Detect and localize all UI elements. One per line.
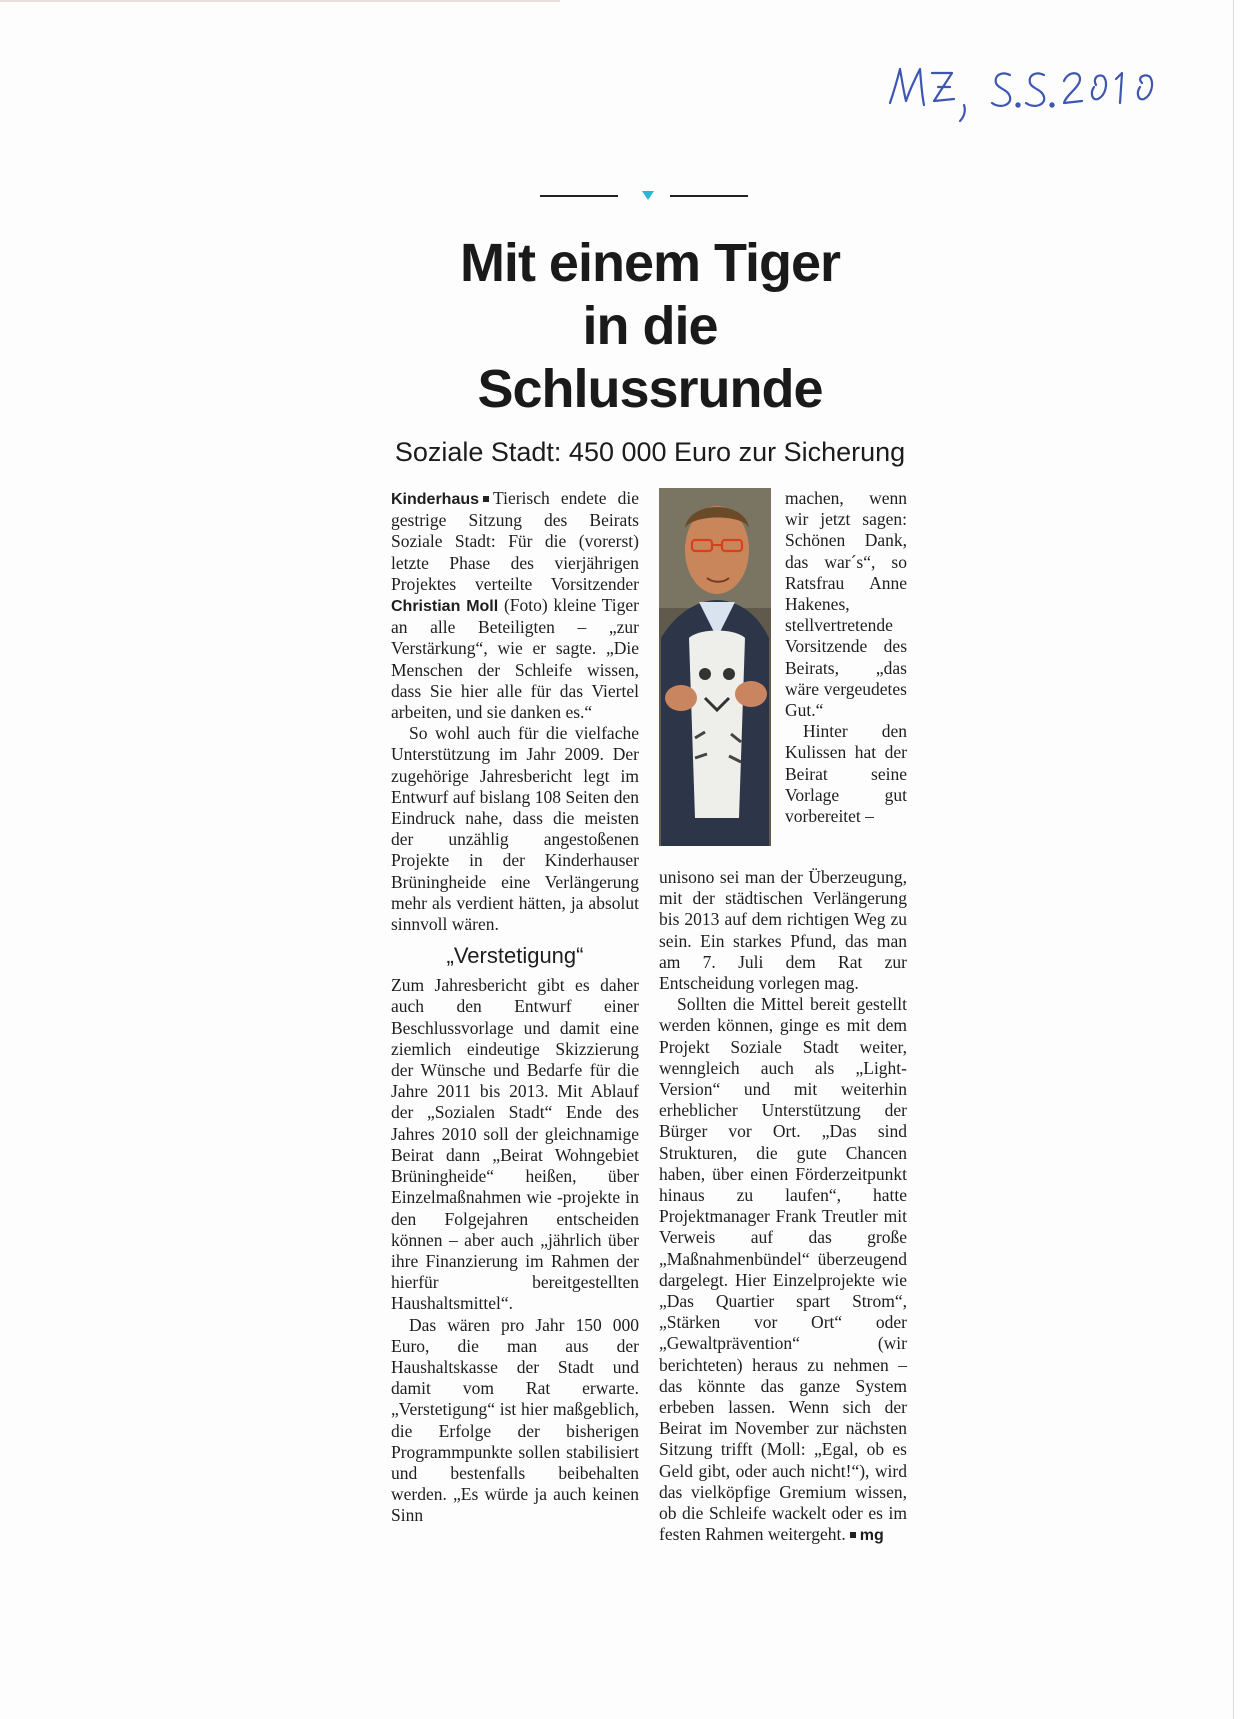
headline-line: Mit einem Tiger xyxy=(459,233,841,293)
article-column-left xyxy=(391,488,639,1527)
article-subheading: „Verstetigung“ xyxy=(446,943,584,969)
paragraph-text: Tierisch endete die gestrige Sitzung des Beirats Soziale Stadt: Für die (vorerst) letzte Phase des vierjährigen Projektes verteilte Vorsitzender xyxy=(391,488,639,594)
article-paragraph: unisono sei man der Überzeugung, mit der städtischen Verlängerung bis 2013 auf dem richtigen Weg zu sein. Ein starkes Pfund, das man am 7. Juli dem Rat zur Entscheidung vorlegen mag. xyxy=(659,867,907,994)
diamond-icon xyxy=(642,189,654,201)
bullet-square-icon xyxy=(850,1532,856,1538)
article-paragraph: Das wären pro Jahr 150 000 Euro, die man aus der Haushaltskasse der Stadt und damit vom Rat erwarte. „Verstetigung“ ist hier maßgeblich, die Erfolge der bisherigen Programmpunkte sollen stabilisiert und bestenfalls beibehalten werden. „Es würde ja auch keinen Sinn xyxy=(391,1314,639,1526)
headline-line: Schlussrunde xyxy=(477,359,823,419)
article-headline xyxy=(360,232,940,421)
handwritten-date-note xyxy=(880,55,1180,125)
person-name: Christian Moll xyxy=(391,598,499,616)
article-paragraph: machen, wenn wir jetzt sagen: Schönen Dank, das war´s“, so Ratsfrau Anne Hakenes, stellvertretende Vorsitzende des Beirats, „das wäre vergeudetes Gut.“ xyxy=(785,488,907,721)
article-paragraph: So wohl auch für die vielfache Unterstützung im Jahr 2009. Der zugehörige Jahresbericht legt im Entwurf auf bislang 108 Seiten den Eindruck nahe, dass die meisten der unzählig angestoßenen Projekte in der Kinderhauser Brüningheide eine Verlängerung mehr als verdient hätten, ja absolut sinnvoll wären. xyxy=(391,723,639,935)
author-initials: mg xyxy=(859,1527,884,1545)
article-paragraph: Zum Jahresbericht gibt es daher auch den Entwurf einer Beschlussvorlage und damit eine ziemlich eindeutige Skizzierung der Wünsche und Bedarfe für die Jahre 2011 bis 2013. Mit Ablauf der „Sozialen Stadt“ Ende des Jahres 2010 soll der gleichnamige Beirat dann „Beirat Wohngebiet Brüningheide“ heißen, über Einzelmaßnahmen wie -projekte in den Folgejahren entscheiden können – aber auch „jährlich über ihre Finanzierung im Rahmen der hierfür bereitgestellten Haushaltsmittel“. xyxy=(391,975,639,1314)
scan-edge xyxy=(1233,0,1234,1719)
ornament-line xyxy=(540,195,618,197)
article-paragraph xyxy=(659,994,907,1546)
article-paragraph: Hinter den Kulissen hat der Beirat seine Vorlage gut vorbereitet – xyxy=(785,721,907,827)
article-column-right-top xyxy=(785,488,907,827)
article-subheadline: Soziale Stadt: 450 000 Euro zur Sicherung xyxy=(394,437,906,467)
scan-edge xyxy=(0,0,560,2)
dateline: Kinderhaus xyxy=(391,491,480,508)
handwritten-note-drawing xyxy=(880,55,1180,125)
article-paragraph xyxy=(391,488,639,723)
bullet-square-icon xyxy=(483,496,489,502)
article-photo xyxy=(659,488,771,846)
headline-line: in die xyxy=(582,296,718,356)
paragraph-text: (Foto) kleine Tiger an alle Beteiligten – „zur Verstärkung“, wie er sagte. „Die Menschen der Schleife wissen, dass Sie hier alle für das Viertel arbeiten, und sie danken es.“ xyxy=(391,595,639,723)
headline-ornament xyxy=(540,188,780,204)
photo-man-with-tiger-toy xyxy=(659,488,771,846)
paragraph-text: Sollten die Mittel bereit gestellt werden können, ginge es mit dem Projekt Soziale Stadt weiter, wenngleich auch als „Light-Version“ und mit weiterhin erheblicher Unterstützung der Bürger vor Ort. „Das sind Strukturen, die gute Chancen haben, über einen Förderzeitpunkt hinaus zu laufen“, hatte Projektmanager Frank Treutler mit Verweis auf das große „Maßnahmenbündel“ überzeugend dargelegt. Hier Einzelprojekte wie „Das Quartier spart Strom“, „Stärken vor Ort“ oder „Gewaltprävention“ (wir berichteten) heraus zu nehmen – das könnte das ganze System erbeben lassen. Wenn sich der Beirat im November zur nächsten Sitzung trifft (Moll: „Egal, ob es Geld gibt, oder auch nicht!“), wird das vielköpfige Gremium wissen, ob die Schleife wackelt oder es im festen Rahmen weitergeht. xyxy=(659,994,907,1545)
ornament-line xyxy=(670,195,748,197)
article-column-right xyxy=(659,867,907,1547)
